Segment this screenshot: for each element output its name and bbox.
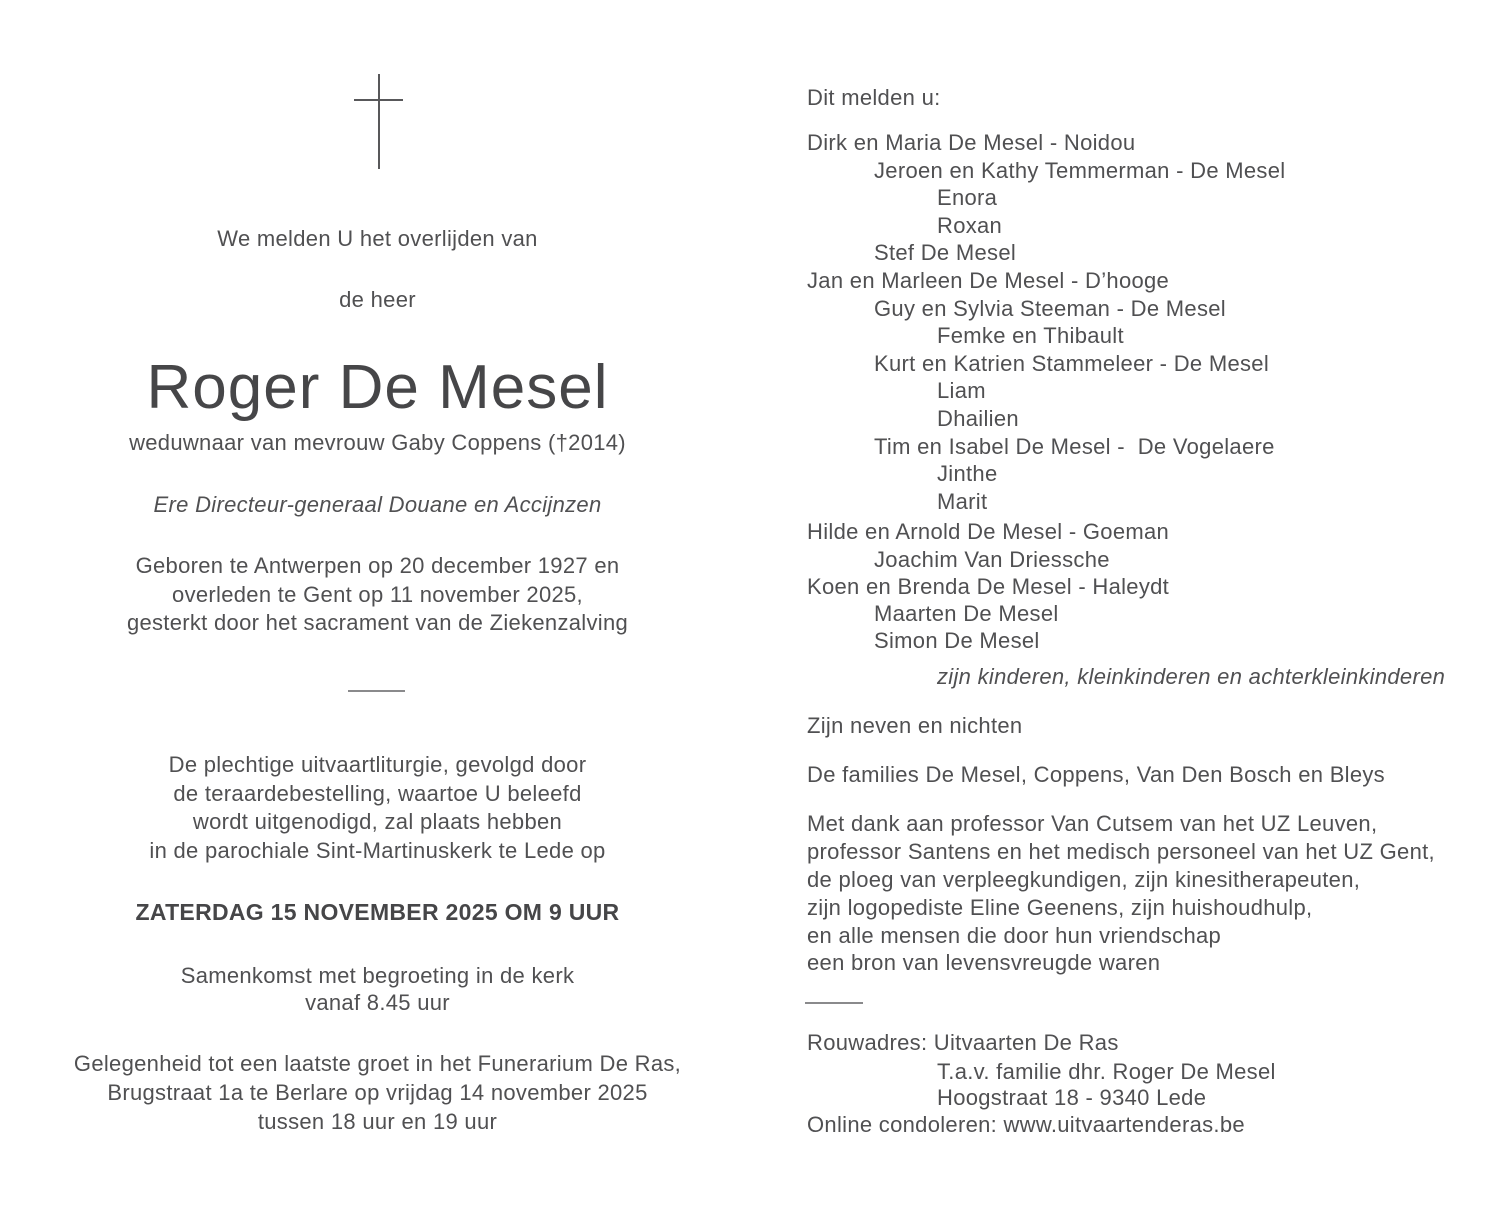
family-line: Koen en Brenda De Mesel - Haleydt	[807, 574, 1170, 599]
family-line: Jan en Marleen De Mesel - D’hooge	[807, 268, 1170, 293]
life-line: Geboren te Antwerpen op 20 december 1927 en	[135, 553, 620, 578]
family-line: Roxan	[937, 213, 1003, 238]
farewell-line: Brugstraat 1a te Berlare op vrijdag 14 november 2025	[107, 1080, 648, 1105]
life-line: gesterkt door het sacrament van de Ziekenzalving	[126, 610, 629, 635]
family-line: Maarten De Mesel	[874, 601, 1059, 626]
farewell-line: tussen 18 uur en 19 uur	[257, 1109, 498, 1134]
thanks-line: Met dank aan professor Van Cutsem van het UZ Leuven,	[807, 811, 1378, 836]
family-line: Enora	[937, 185, 998, 210]
online-condolence-line: Online condoleren: www.uitvaartenderas.be	[807, 1112, 1245, 1137]
thanks-line: professor Santens en het medisch personeel van het UZ Gent,	[807, 839, 1435, 864]
life-line: overleden te Gent op 11 november 2025,	[172, 582, 583, 607]
family-line: Tim en Isabel De Mesel - De Vogelaere	[874, 434, 1275, 459]
ceremony-line: De plechtige uitvaartliturgie, gevolgd door	[168, 752, 587, 777]
left-divider	[348, 690, 405, 692]
family-line: Jinthe	[937, 461, 998, 486]
family-line: Hilde en Arnold De Mesel - Goeman	[807, 519, 1170, 544]
children-note: zijn kinderen, kleinkinderen en achterkleinkinderen	[937, 664, 1446, 689]
family-line: Marit	[937, 489, 988, 514]
family-line: Joachim Van Driessche	[874, 547, 1110, 572]
thanks-line: zijn logopediste Eline Geenens, zijn huishoudhulp,	[807, 895, 1313, 920]
family-line: Kurt en Katrien Stammeleer - De Mesel	[874, 351, 1270, 376]
thanks-line: en alle mensen die door hun vriendschap	[807, 923, 1222, 948]
latin-cross-icon	[354, 74, 403, 169]
family-line: Dirk en Maria De Mesel - Noidou	[807, 130, 1136, 155]
widower-line: weduwnaar van mevrouw Gaby Coppens (†2014)	[129, 430, 626, 455]
announcers-heading: Dit melden u:	[807, 85, 941, 110]
deceased-name: Roger De Mesel	[146, 353, 609, 422]
gathering-line: Samenkomst met begroeting in de kerk	[180, 963, 575, 988]
right-divider	[805, 1002, 863, 1004]
ceremony-datetime: ZATERDAG 15 NOVEMBER 2025 OM 9 UUR	[135, 899, 620, 925]
salutation-line: de heer	[339, 287, 416, 312]
intro-line: We melden U het overlijden van	[217, 226, 538, 251]
families-line: De families De Mesel, Coppens, Van Den Bosch en Bleys	[807, 762, 1385, 787]
mourning-address-line: T.a.v. familie dhr. Roger De Mesel	[937, 1059, 1276, 1084]
farewell-line: Gelegenheid tot een laatste groet in het Funerarium De Ras,	[73, 1051, 682, 1076]
family-line: Dhailien	[937, 406, 1019, 431]
family-line: Stef De Mesel	[874, 240, 1017, 265]
family-line: Guy en Sylvia Steeman - De Mesel	[874, 296, 1226, 321]
ceremony-line: wordt uitgenodigd, zal plaats hebben	[192, 809, 563, 834]
family-line: Simon De Mesel	[874, 628, 1040, 653]
family-line: Jeroen en Kathy Temmerman - De Mesel	[874, 158, 1286, 183]
relatives-note: Zijn neven en nichten	[807, 713, 1023, 738]
ceremony-line: de teraardebestelling, waartoe U beleefd	[173, 781, 582, 806]
thanks-line: een bron van levensvreugde waren	[807, 950, 1161, 975]
mourning-address-line: Hoogstraat 18 - 9340 Lede	[937, 1085, 1207, 1110]
family-line: Femke en Thibault	[937, 323, 1124, 348]
ceremony-line: in de parochiale Sint-Martinuskerk te Lede op	[149, 838, 606, 863]
honorific-line: Ere Directeur-generaal Douane en Accijnzen	[153, 492, 602, 517]
gathering-line: vanaf 8.45 uur	[305, 990, 450, 1015]
thanks-line: de ploeg van verpleegkundigen, zijn kinesitherapeuten,	[807, 867, 1361, 892]
mourning-address-line: Rouwadres: Uitvaarten De Ras	[807, 1030, 1119, 1055]
family-line: Liam	[937, 378, 986, 403]
